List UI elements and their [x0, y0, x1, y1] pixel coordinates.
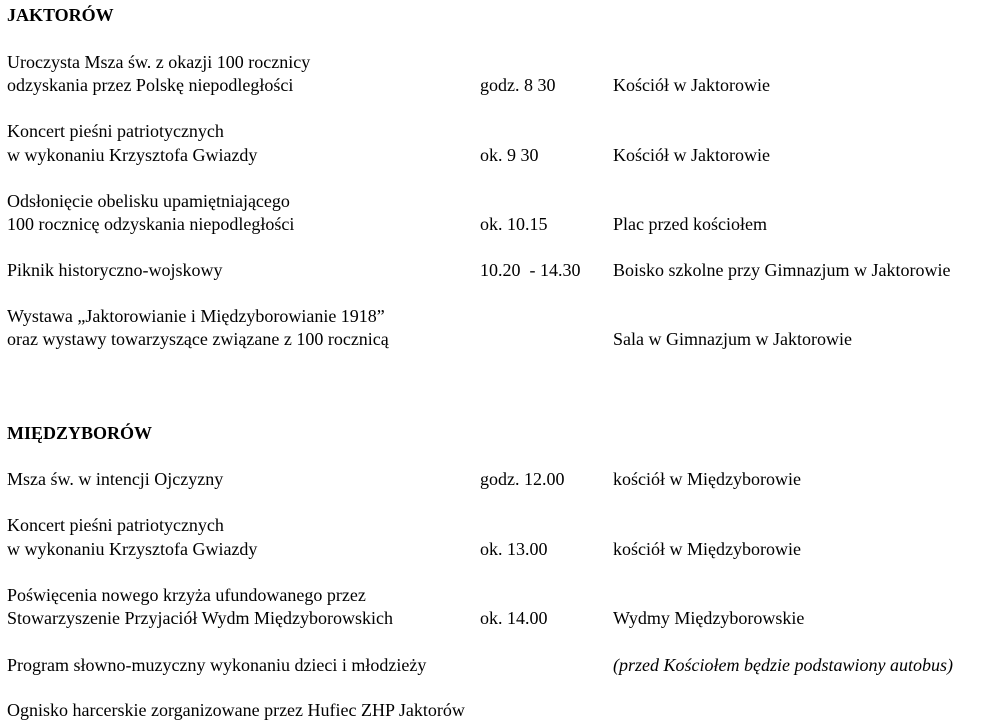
- event-description-line: oraz wystawy towarzyszące związane z 100 rocznicą: [7, 329, 389, 349]
- section-heading-jaktorow: JAKTORÓW: [7, 5, 114, 25]
- event-description-line: w wykonaniu Krzysztofa Gwiazdy: [7, 539, 258, 559]
- event-time: ok. 13.00: [480, 539, 548, 559]
- event-description-line: Koncert pieśni patriotycznych: [7, 515, 224, 535]
- event-description-line: Piknik historyczno-wojskowy: [7, 260, 223, 280]
- event-time: ok. 10.15: [480, 214, 548, 234]
- event-time: 10.20 - 14.30: [480, 260, 581, 280]
- event-place: kościół w Międzyborowie: [613, 539, 801, 559]
- event-description-line: Uroczysta Msza św. z okazji 100 rocznicy: [7, 52, 311, 72]
- event-time: ok. 9 30: [480, 145, 539, 165]
- event-description-line: Program słowno-muzyczny wykonaniu dzieci i młodzieży: [7, 655, 427, 675]
- event-description-line: Stowarzyszenie Przyjaciół Wydm Międzyborowskich: [7, 608, 393, 628]
- event-description-line: 100 rocznicę odzyskania niepodległości: [7, 214, 295, 234]
- event-description-line: Odsłonięcie obelisku upamiętniającego: [7, 191, 290, 211]
- event-description-line: Msza św. w intencji Ojczyzny: [7, 469, 224, 489]
- event-place: Boisko szkolne przy Gimnazjum w Jaktorowie: [613, 260, 951, 280]
- event-time: godz. 8 30: [480, 75, 556, 95]
- event-place: Plac przed kościołem: [613, 214, 767, 234]
- event-description-line: odzyskania przez Polskę niepodległości: [7, 75, 294, 95]
- section-heading-miedzyborow: MIĘDZYBORÓW: [7, 423, 153, 443]
- event-place: Sala w Gimnazjum w Jaktorowie: [613, 329, 852, 349]
- event-place: kościół w Międzyborowie: [613, 469, 801, 489]
- event-place: Kościół w Jaktorowie: [613, 145, 770, 165]
- event-place: Kościół w Jaktorowie: [613, 75, 770, 95]
- transport-note: (przed Kościołem będzie podstawiony autobus): [613, 655, 953, 675]
- event-place: Wydmy Międzyborowskie: [613, 608, 805, 628]
- event-description-line: Koncert pieśni patriotycznych: [7, 121, 224, 141]
- event-description-line: Wystawa „Jaktorowianie i Międzyborowianie 1918”: [7, 306, 385, 326]
- event-description-line: Poświęcenia nowego krzyża ufundowanego przez: [7, 585, 366, 605]
- event-description-line: Ognisko harcerskie zorganizowane przez Hufiec ZHP Jaktorów: [7, 700, 465, 720]
- event-description-line: w wykonaniu Krzysztofa Gwiazdy: [7, 145, 258, 165]
- event-time: godz. 12.00: [480, 469, 565, 489]
- event-time: ok. 14.00: [480, 608, 548, 628]
